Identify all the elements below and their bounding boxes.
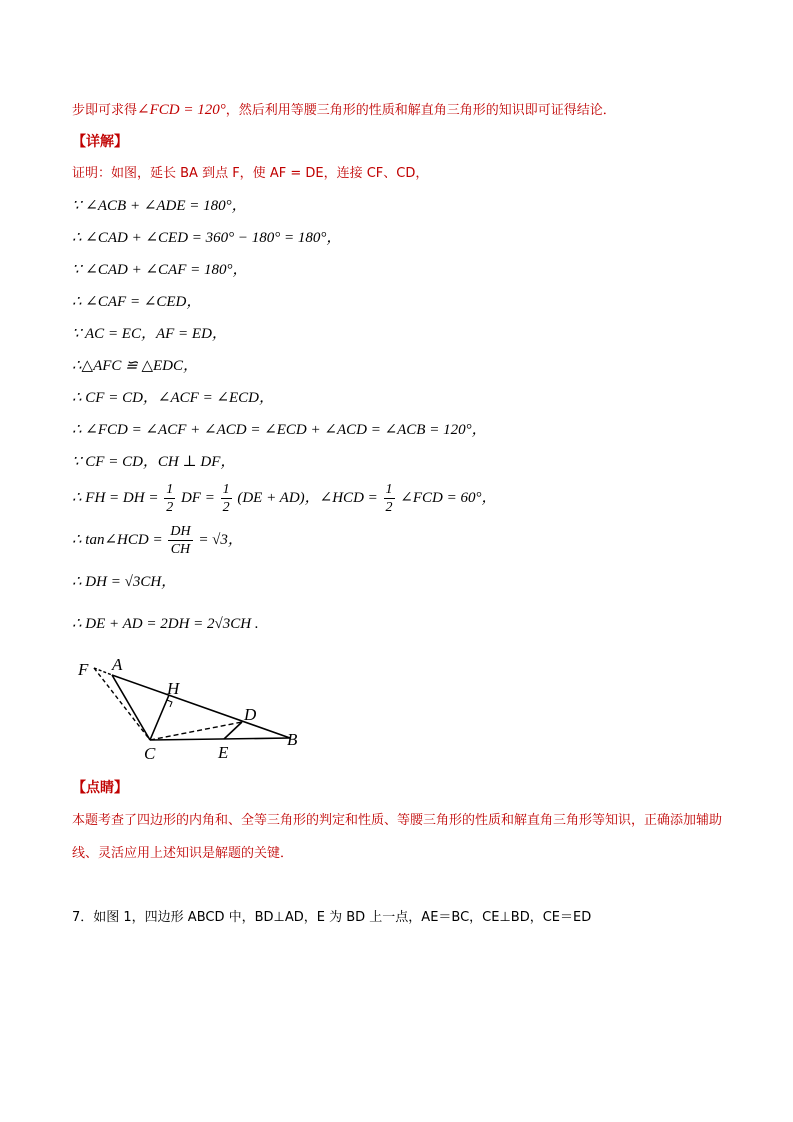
question-7: 7．如图 1，四边形 ABCD 中，BD⊥AD，E 为 BD 上一点，AE＝BC，CE⊥BD，CE＝ED (72, 910, 592, 925)
label-c: C (144, 744, 156, 763)
fraction-numerator: 1 (166, 482, 174, 498)
label-f: F (78, 660, 89, 679)
intro-suffix: ，然后利用等腰三角形的性质和解直角三角形的知识即可证得结论． (225, 103, 616, 118)
proof-intro: 证明：如图，延长 BA 到点 F，使 AF = DE，连接 CF、CD， (72, 166, 429, 181)
fraction-denominator: CH (170, 542, 191, 558)
fraction-half-3 (384, 481, 395, 516)
fraction-denominator: 2 (166, 500, 174, 516)
intro-line (72, 100, 616, 121)
proof-line-4: ∴ ∠CAF = ∠CED， (72, 294, 202, 310)
dashed-cd (150, 722, 242, 740)
proof-line-8: ∴ ∠FCD = ∠ACF + ∠ACD = ∠ECD + ∠ACD = ∠ACB = 120°， (72, 422, 487, 438)
proof-line-7: ∴ CF = CD，∠ACF = ∠ECD， (72, 390, 275, 406)
proof-line-1: ∵ ∠ACB + ∠ADE = 180°， (72, 198, 247, 214)
line11-part-a: ∴ tan∠HCD = (72, 532, 163, 548)
proof-line-11 (72, 522, 243, 558)
fraction-numerator: 1 (222, 482, 230, 498)
fraction-half-2 (221, 481, 232, 516)
proof-line-13: ∴ DE + AD = 2DH = 2√3CH . (72, 616, 259, 632)
line11-part-b: = √3， (198, 532, 243, 548)
label-e: E (218, 743, 229, 762)
proof-line-9: ∵ CF = CD，CH ⊥ DF， (72, 454, 236, 470)
segment-cb (150, 738, 290, 740)
label-a: A (112, 655, 123, 674)
label-h: H (167, 679, 180, 698)
label-b: B (287, 730, 298, 749)
segment-ab (112, 675, 290, 738)
intro-prefix: 步即可求得 (72, 103, 138, 118)
fraction-denominator: 2 (385, 500, 393, 516)
line10-part-d: ∠FCD = 60°， (400, 490, 497, 506)
proof-line-10 (72, 480, 496, 516)
comment-heading: 【点睛】 (72, 780, 128, 796)
proof-line-12: ∴ DH = √3CH， (72, 574, 177, 590)
proof-line-2: ∴ ∠CAD + ∠CED = 360° − 180° = 180°， (72, 230, 342, 246)
fraction-half-1 (164, 481, 175, 516)
line10-part-b: DF = (180, 490, 215, 506)
segment-ch (150, 695, 169, 740)
right-angle-mark (167, 700, 172, 707)
proof-line-6: ∴△AFC ≌ △EDC， (72, 358, 199, 374)
proof-line-5: ∵ AC = EC，AF = ED， (72, 326, 227, 342)
line10-part-a: ∴ FH = DH = (72, 490, 159, 506)
dashed-fa (94, 668, 112, 675)
comment-text: 本题考查了四边形的内角和、全等三角形的判定和性质、等腰三角形的性质和解直角三角形等知识，正确添加辅助线、灵活应用上述知识是解题的关键． (72, 813, 723, 861)
geometry-figure (72, 652, 312, 770)
detail-heading: 【详解】 (72, 134, 128, 150)
segment-ac (112, 675, 150, 740)
intro-math: ∠FCD = 120° (137, 102, 226, 118)
line10-part-c: (DE + AD)，∠HCD = (237, 490, 378, 506)
fraction-dh-ch (168, 523, 192, 558)
proof-line-3: ∵ ∠CAD + ∠CAF = 180°， (72, 262, 248, 278)
label-d: D (244, 705, 257, 724)
fraction-denominator: 2 (222, 500, 230, 516)
fraction-numerator: 1 (385, 482, 393, 498)
fraction-numerator: DH (170, 524, 191, 540)
segment-de (224, 722, 242, 739)
